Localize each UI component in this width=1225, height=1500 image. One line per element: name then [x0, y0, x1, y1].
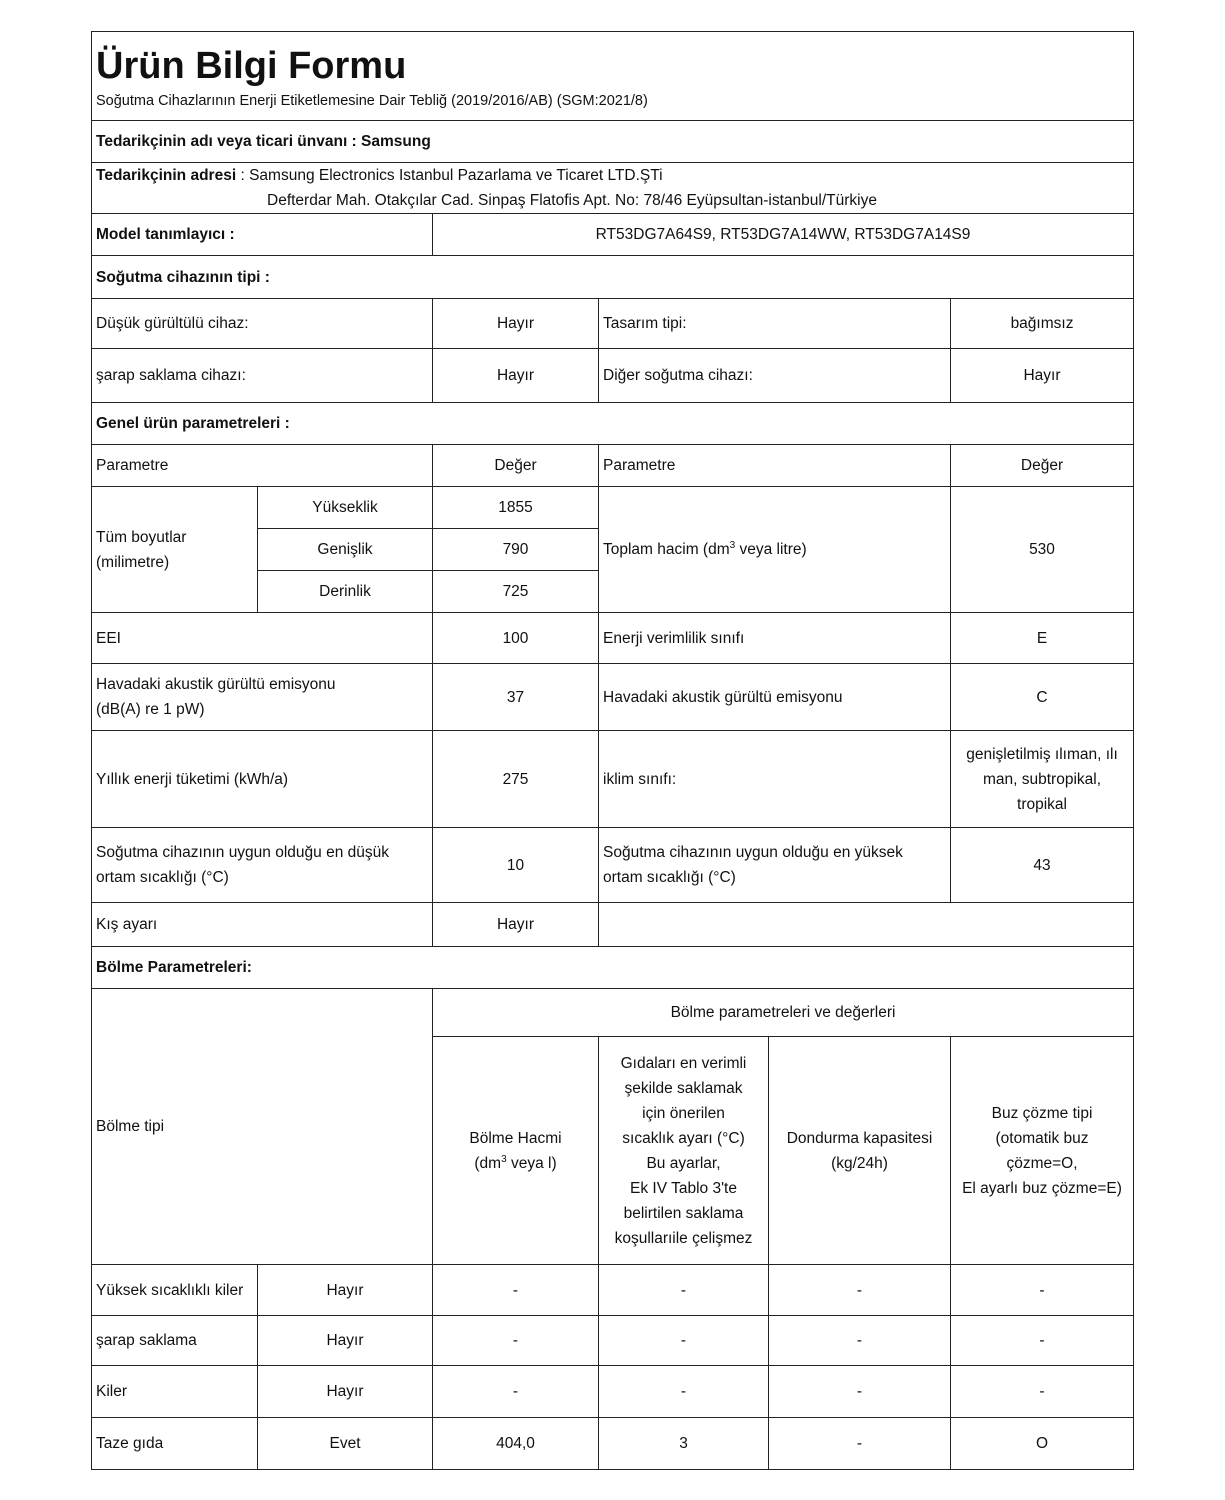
total-volume-label-sup: 3: [729, 539, 736, 551]
min-temp-value: 10: [433, 828, 599, 903]
depth-label: Derinlik: [258, 571, 433, 613]
design-type-label: Tasarım tipi:: [599, 299, 951, 349]
compartment-volume-header: [433, 1037, 599, 1265]
defrost-header-line3: çözme=O,: [1006, 1154, 1078, 1172]
compartment-defrost: -: [951, 1265, 1134, 1316]
max-temp-value: 43: [951, 828, 1134, 903]
dimensions-label-line1: Tüm boyutlar: [96, 528, 187, 546]
width-value: 790: [433, 529, 599, 571]
defrost-header-line4: El ayarlı buz çözme=E): [962, 1179, 1122, 1197]
height-value: 1855: [433, 487, 599, 529]
winter-setting-row: [92, 903, 1134, 947]
empty-cell: [599, 903, 1134, 947]
temp-header-line7: belirtilen saklama: [623, 1204, 744, 1222]
total-volume-label-post: veya litre): [735, 541, 807, 558]
page-title: Ürün Bilgi Formu: [96, 45, 407, 87]
defrost-header-line2: (otomatik buz: [995, 1129, 1089, 1147]
low-noise-value: Hayır: [433, 299, 599, 349]
compartment-name: Yüksek sıcaklıklı kiler: [92, 1265, 258, 1316]
design-type-value: bağımsız: [951, 299, 1134, 349]
dimensions-label-line2: (milimetre): [96, 553, 170, 571]
depth-value: 725: [433, 571, 599, 613]
max-temp-label: [599, 828, 951, 903]
table-row: [92, 1316, 1134, 1366]
max-temp-label-line2: ortam sıcaklığı (°C): [603, 869, 736, 886]
annual-energy-label: Yıllık enerji tüketimi (kWh/a): [92, 731, 433, 828]
device-type-heading: Soğutma cihazının tipi :: [92, 256, 1134, 299]
compartment-defrost-header: [951, 1037, 1134, 1265]
compartment-name: Kiler: [92, 1366, 258, 1418]
general-heading: Genel ürün parametreleri :: [92, 403, 1134, 445]
dimensions-label: [92, 487, 258, 613]
compartment-defrost: -: [951, 1316, 1134, 1366]
temp-header-line3: için önerilen: [642, 1104, 725, 1122]
device-type-heading-row: [92, 256, 1134, 299]
compartment-volume-header-sup: 3: [501, 1153, 507, 1165]
temp-header-line6: Ek IV Tablo 3'te: [630, 1179, 737, 1197]
table-row: [92, 1366, 1134, 1418]
min-temp-label-line1: Soğutma cihazının uygun olduğu en düşük: [96, 844, 389, 861]
param-header-left: Parametre: [92, 445, 433, 487]
annual-energy-row: [92, 731, 1134, 828]
compartment-volume-header-post: veya l): [506, 1154, 557, 1172]
wine-storage-value: Hayır: [433, 349, 599, 403]
climate-class-label: iklim sınıfı:: [599, 731, 951, 828]
compartment-freeze: -: [769, 1316, 951, 1366]
climate-class-line3: tropikal: [1017, 795, 1067, 813]
compartment-volume-header-line1: Bölme Hacmi: [469, 1129, 562, 1147]
info-table: [91, 31, 1134, 1470]
wine-storage-row: [92, 349, 1134, 403]
freeze-header-line1: Dondurma kapasitesi: [786, 1129, 933, 1147]
min-temp-label-line2: ortam sıcaklığı (°C): [96, 869, 229, 886]
model-row: [92, 214, 1134, 256]
compartment-volume: 404,0: [433, 1418, 599, 1470]
title-row: [92, 32, 1134, 121]
min-temp-label: [92, 828, 433, 903]
compartment-volume: -: [433, 1316, 599, 1366]
noise-row: [92, 664, 1134, 731]
supplier-name-label: Tedarikçinin adı veya ticari ünvanı :: [96, 133, 357, 150]
compartment-defrost: -: [951, 1366, 1134, 1418]
compartment-volume: -: [433, 1265, 599, 1316]
general-header-row: [92, 445, 1134, 487]
compartment-temp: -: [599, 1265, 769, 1316]
noise-value: 37: [433, 664, 599, 731]
supplier-address-separator: :: [240, 167, 245, 184]
compartment-present: Hayır: [258, 1366, 433, 1418]
table-row: [92, 1418, 1134, 1470]
compartment-freeze: -: [769, 1366, 951, 1418]
compartment-freeze: -: [769, 1418, 951, 1470]
freeze-header-line2: (kg/24h): [831, 1154, 888, 1172]
dimension-height-row: [92, 487, 1134, 529]
defrost-header-line1: Buz çözme tipi: [991, 1104, 1093, 1122]
annual-energy-value: 275: [433, 731, 599, 828]
compartment-temp-header: [599, 1037, 769, 1265]
compartment-volume: -: [433, 1366, 599, 1418]
climate-class-line2: man, subtropikal,: [982, 770, 1102, 788]
temp-header-line4: sıcaklık ayarı (°C): [622, 1129, 745, 1147]
supplier-address-row: [92, 163, 1134, 214]
energy-class-label: Enerji verimlilik sınıfı: [599, 613, 951, 664]
total-volume-label: [599, 487, 951, 613]
height-label: Yükseklik: [258, 487, 433, 529]
energy-class-value: E: [951, 613, 1134, 664]
climate-class-value: [951, 731, 1134, 828]
winter-setting-label: Kış ayarı: [92, 903, 433, 947]
param-header-right: Parametre: [599, 445, 951, 487]
temp-header-line2: şekilde saklamak: [624, 1079, 743, 1097]
page-subtitle: Soğutma Cihazlarının Enerji Etiketlemesine Dair Tebliğ (2019/2016/AB) (SGM:2021/8): [96, 93, 648, 109]
noise-label-line2: (dB(A) re 1 pW): [96, 701, 205, 718]
climate-class-line1: genişletilmiş ılıman, ılı: [966, 745, 1118, 763]
compartment-name: şarap saklama: [92, 1316, 258, 1366]
width-label: Genişlik: [258, 529, 433, 571]
model-label: Model tanımlayıcı :: [92, 214, 433, 256]
supplier-name-row: [92, 121, 1134, 163]
ambient-temp-row: [92, 828, 1134, 903]
total-volume-value: 530: [951, 487, 1134, 613]
compartment-volume-header-pre: (dm: [474, 1154, 502, 1172]
eei-value: 100: [433, 613, 599, 664]
compartment-group-header-row: [92, 989, 1134, 1037]
compartment-freeze-header: [769, 1037, 951, 1265]
compartment-heading: Bölme Parametreleri:: [92, 947, 1134, 989]
compartment-temp: -: [599, 1366, 769, 1418]
value-header-right: Değer: [951, 445, 1134, 487]
compartment-temp: 3: [599, 1418, 769, 1470]
table-row: [92, 1265, 1134, 1316]
noise-label-line1: Havadaki akustik gürültü emisyonu: [96, 676, 336, 693]
total-volume-label-pre: Toplam hacim (dm: [603, 541, 730, 558]
eei-row: [92, 613, 1134, 664]
supplier-address-line1: Samsung Electronics Istanbul Pazarlama ve Ticaret LTD.ŞTi: [249, 167, 663, 184]
product-info-form: [91, 31, 1133, 1470]
compartment-present: Evet: [258, 1418, 433, 1470]
compartment-present: Hayır: [258, 1265, 433, 1316]
eei-label: EEI: [92, 613, 433, 664]
noise-label: [92, 664, 433, 731]
noise-class-label: Havadaki akustik gürültü emisyonu: [599, 664, 951, 731]
model-value: RT53DG7A64S9, RT53DG7A14WW, RT53DG7A14S9: [433, 214, 1134, 256]
winter-setting-value: Hayır: [433, 903, 599, 947]
wine-storage-label: şarap saklama cihazı:: [92, 349, 433, 403]
compartment-freeze: -: [769, 1265, 951, 1316]
compartment-name: Taze gıda: [92, 1418, 258, 1470]
temp-header-line5: Bu ayarlar,: [646, 1154, 721, 1172]
low-noise-label: Düşük gürültülü cihaz:: [92, 299, 433, 349]
compartment-temp: -: [599, 1316, 769, 1366]
compartment-type-header: Bölme tipi: [92, 989, 433, 1265]
temp-header-line8: koşullarıile çelişmez: [614, 1229, 753, 1247]
noise-class-value: C: [951, 664, 1134, 731]
value-header-left: Değer: [433, 445, 599, 487]
compartment-present: Hayır: [258, 1316, 433, 1366]
compartment-heading-row: [92, 947, 1134, 989]
supplier-address-line2: Defterdar Mah. Otakçılar Cad. Sinpaş Flatofis Apt. No: 78/46 Eyüpsultan-istanbul/Türkiye: [267, 192, 877, 209]
supplier-address-label: Tedarikçinin adresi: [96, 167, 237, 184]
supplier-name-value: Samsung: [361, 133, 431, 150]
compartment-defrost: O: [951, 1418, 1134, 1470]
temp-header-line1: Gıdaları en verimli: [620, 1054, 747, 1072]
other-device-value: Hayır: [951, 349, 1134, 403]
general-heading-row: [92, 403, 1134, 445]
other-device-label: Diğer soğutma cihazı:: [599, 349, 951, 403]
compartment-group-header: Bölme parametreleri ve değerleri: [433, 989, 1134, 1037]
low-noise-row: [92, 299, 1134, 349]
max-temp-label-line1: Soğutma cihazının uygun olduğu en yüksek: [603, 844, 903, 861]
